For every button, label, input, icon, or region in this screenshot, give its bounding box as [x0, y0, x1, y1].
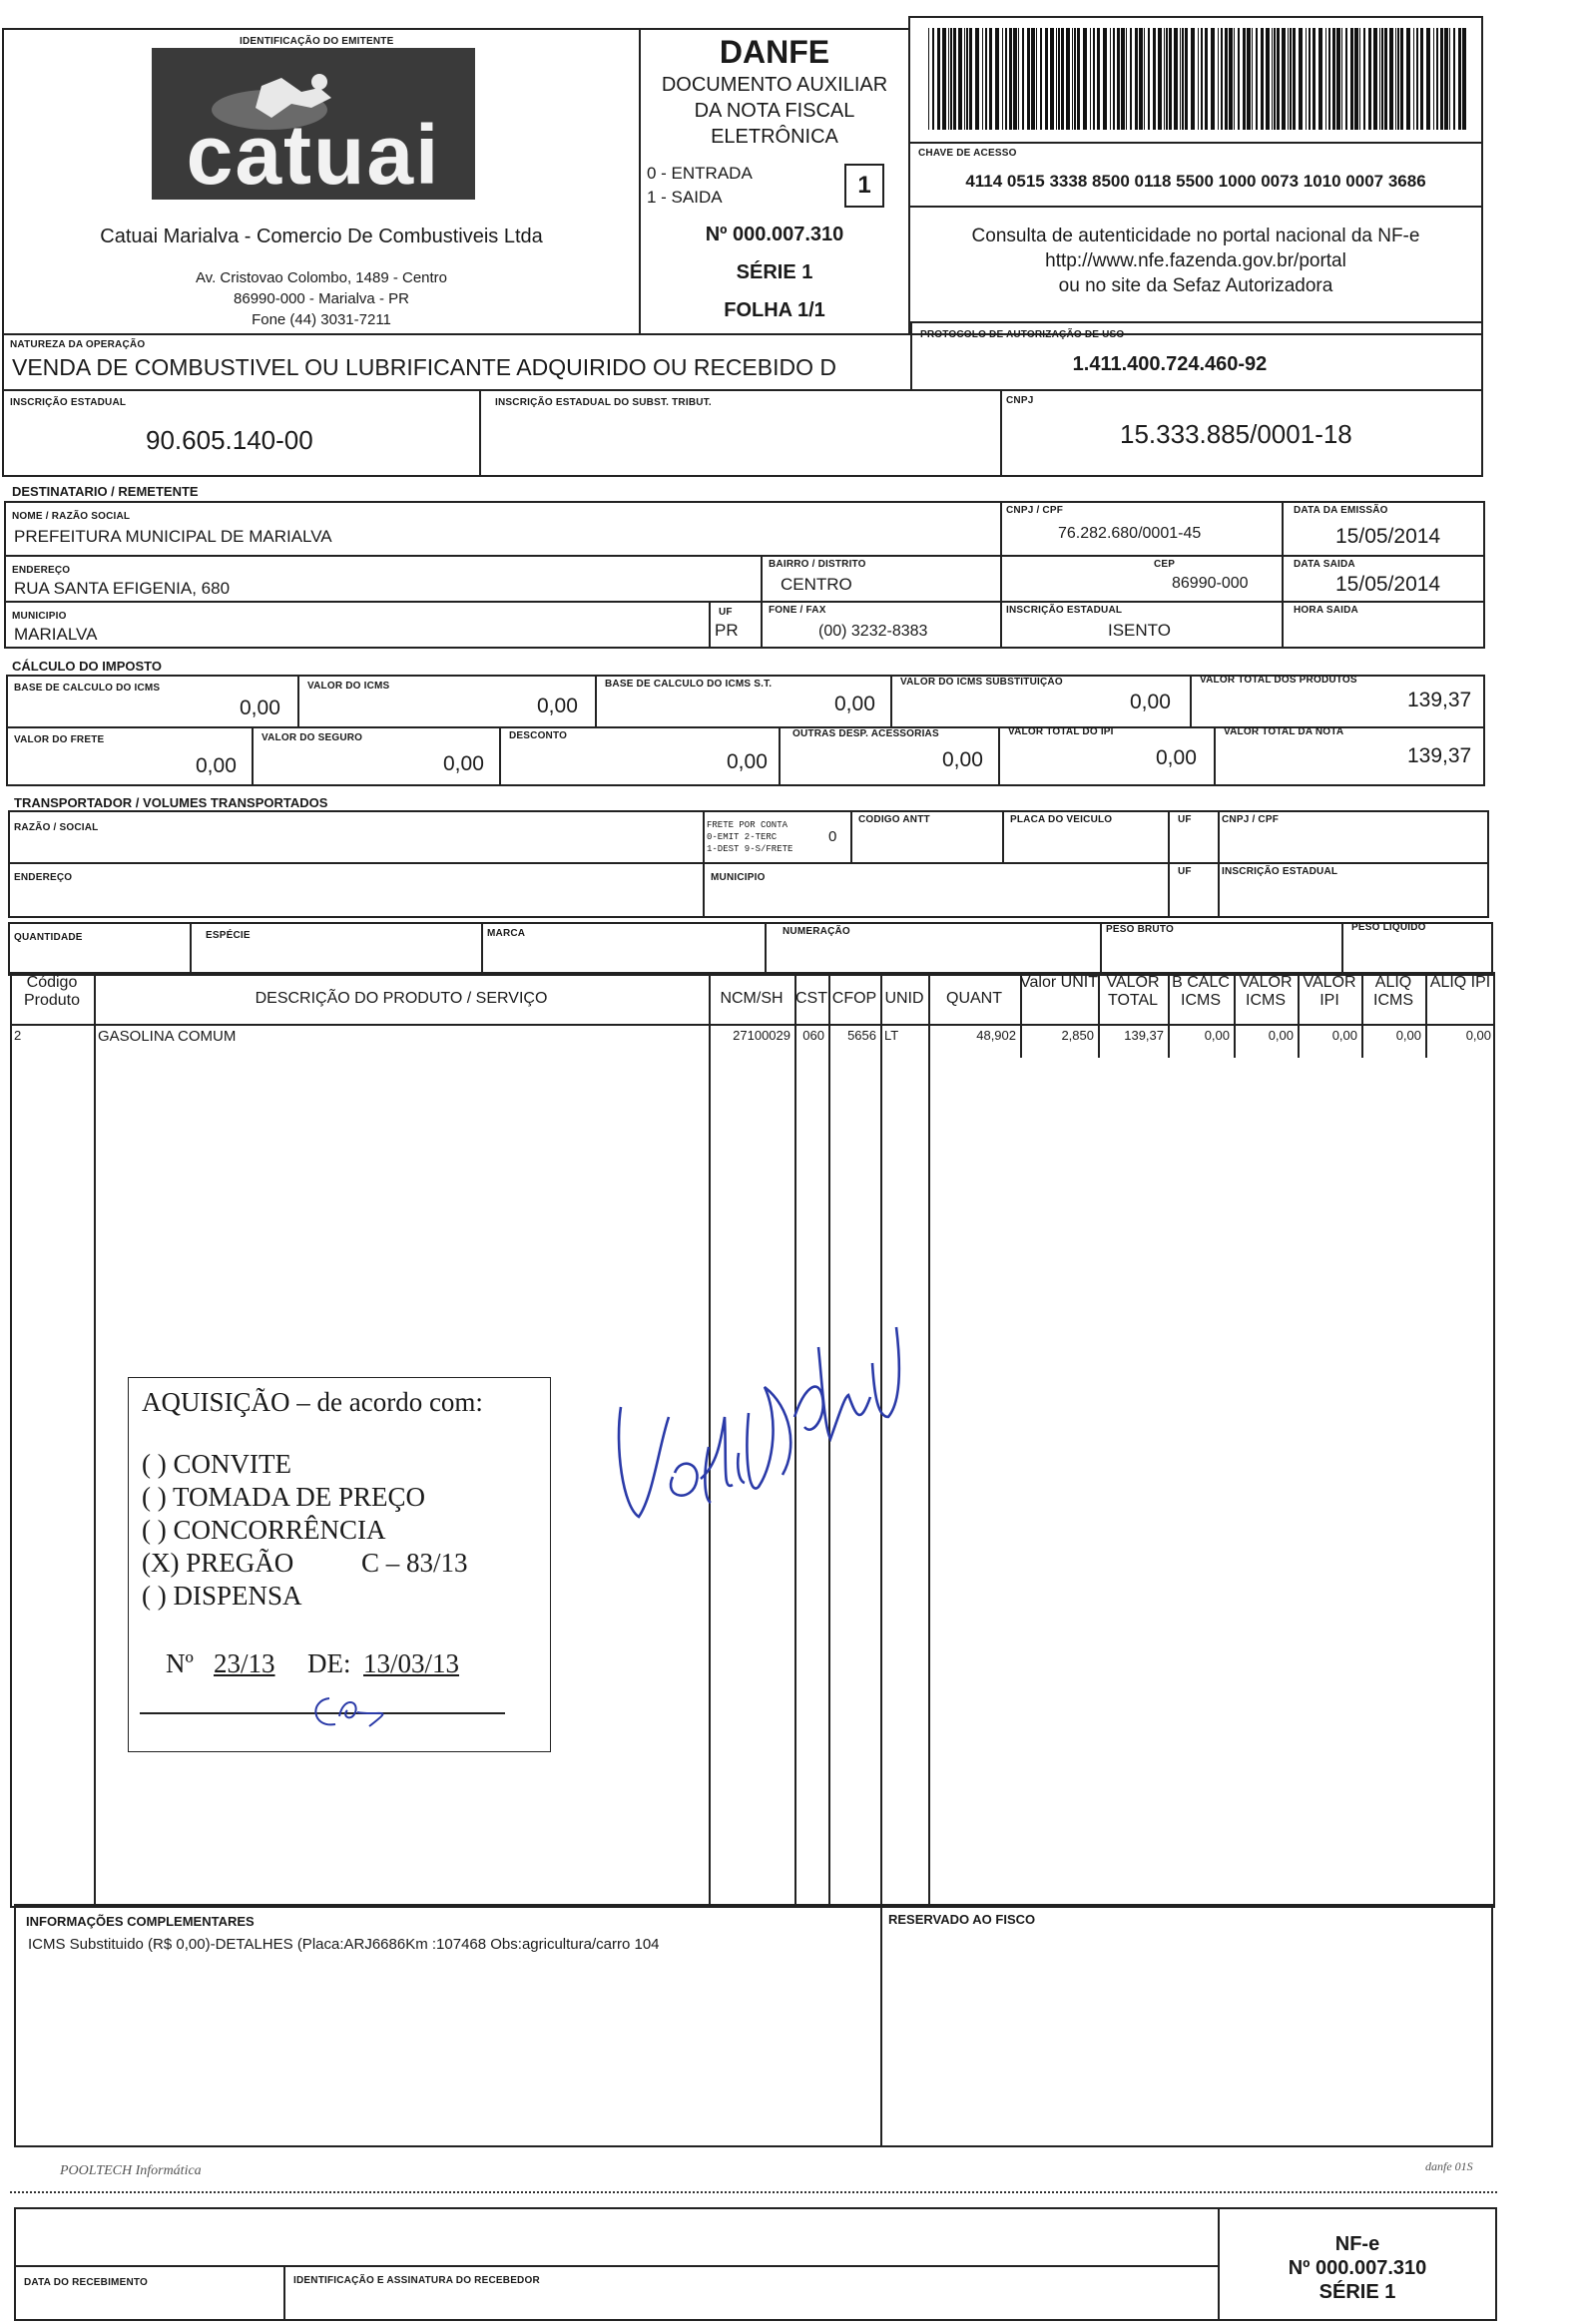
divider: [283, 2265, 285, 2321]
tipo-saida: 1 - SAIDA: [647, 188, 723, 207]
desconto: 0,00: [727, 750, 768, 773]
antt-label: CODIGO ANTT: [858, 814, 930, 825]
dest-nome: PREFEITURA MUNICIPAL DE MARIALVA: [14, 527, 332, 546]
divider: [1214, 726, 1216, 786]
divider: [1168, 810, 1170, 918]
ie-label: INSCRIÇÃO ESTADUAL: [10, 397, 127, 408]
consulta-1: Consulta de autenticidade no portal nacional da NF-e: [971, 226, 1420, 246]
dest-ie: ISENTO: [1108, 621, 1171, 640]
danfe-numero: Nº 000.007.310: [705, 224, 844, 245]
stamp-de: 13/03/13: [363, 1648, 460, 1678]
divider: [1002, 810, 1004, 862]
v-prod: 139,37: [1407, 689, 1472, 711]
stamp-dispensa: ( ) DISPENSA: [142, 1581, 302, 1611]
peso-liquido-label: PESO LIQUIDO: [1351, 922, 1426, 933]
dest-cep: 86990-000: [1172, 575, 1249, 592]
dest-emissao: 15/05/2014: [1335, 525, 1441, 548]
divider: [4, 555, 1485, 557]
consulta-2: http://www.nfe.fazenda.gov.br/portal: [1045, 250, 1346, 271]
product-cell: LT: [884, 1028, 899, 1043]
cut-line: [10, 2191, 1497, 2193]
stamp-num-label: Nº: [166, 1648, 194, 1678]
divider: [10, 1024, 1495, 1026]
column-header: VALOR TOTAL: [1106, 974, 1160, 1009]
column-divider: [94, 972, 96, 1908]
column-header: B CÁLC ICMS: [1172, 974, 1230, 1009]
product-cell: 2,850: [1061, 1028, 1094, 1043]
dest-nome-label: NOME / RAZÃO SOCIAL: [12, 511, 131, 522]
info-text: ICMS Substituido (R$ 0,00)-DETALHES (Placa:ARJ6686Km :107468 Obs:agricultura/carro 104: [28, 1936, 660, 1953]
divider: [1000, 501, 1002, 649]
dest-saida: 15/05/2014: [1335, 573, 1441, 596]
column-header: NCM/SH: [720, 990, 784, 1007]
divider: [14, 2265, 1220, 2267]
frete-conta-2: 0-EMIT 2-TERC: [707, 832, 778, 842]
column-header: VALOR ICMS: [1239, 974, 1293, 1009]
transp-endereco-label: ENDEREÇO: [14, 872, 73, 883]
stamp-pregao-num: C – 83/13: [361, 1548, 468, 1578]
column-header: UNID: [884, 990, 924, 1007]
divider: [297, 675, 299, 728]
consulta-3: ou no site da Sefaz Autorizadora: [1058, 275, 1333, 296]
chave-label: CHAVE DE ACESSO: [918, 148, 1017, 159]
dest-endereco-label: ENDEREÇO: [12, 565, 71, 576]
danfe-folha: FOLHA 1/1: [724, 299, 825, 321]
emitente-name: Catuai Marialva - Comercio De Combustiveis Ltda: [100, 226, 543, 247]
v-prod-label: VALOR TOTAL DOS PRODUTOS: [1200, 675, 1357, 686]
divider: [709, 601, 711, 649]
product-cell: 0,00: [1395, 1028, 1421, 1043]
fisco-box: [880, 1904, 1493, 2147]
protocolo-label: PROTOCOLO DE AUTORIZAÇÃO DE USO: [920, 329, 1125, 340]
v-st-label: VALOR DO ICMS SUBSTITUIÇÃO: [900, 677, 1063, 688]
cnpj-value: 15.333.885/0001-18: [1120, 419, 1352, 449]
divider: [252, 726, 254, 786]
column-header: VALOR IPI: [1303, 974, 1356, 1009]
marca-label: MARCA: [487, 928, 526, 939]
dest-endereco: RUA SANTA EFIGENIA, 680: [14, 579, 231, 598]
handwritten-signature: [599, 1267, 978, 1567]
product-cell: 27100029: [733, 1028, 790, 1043]
column-header: ALIQ ICMS: [1373, 974, 1413, 1009]
outras-label: OUTRAS DESP. ACESSORIAS: [792, 728, 939, 739]
dest-uf: PR: [715, 621, 739, 640]
transp-uf2-label: UF: [1178, 866, 1192, 877]
divider: [703, 810, 705, 918]
divider: [8, 862, 1489, 864]
divider: [481, 922, 483, 976]
emitente-address-3: Fone (44) 3031-7211: [252, 311, 391, 328]
transp-razao-label: RAZÃO / SOCIAL: [14, 822, 99, 833]
software-credit: POOLTECH Informática: [60, 2163, 202, 2178]
stamp-de-label: DE:: [307, 1648, 351, 1678]
form-code: danfe 01S: [1425, 2159, 1473, 2173]
product-cell: 5656: [847, 1028, 876, 1043]
stamp-pregao: (X) PREGÃO: [142, 1548, 294, 1578]
divider: [765, 922, 767, 976]
seguro-label: VALOR DO SEGURO: [262, 732, 363, 743]
qtd-label: QUANTIDADE: [14, 932, 83, 943]
divider: [998, 726, 1000, 786]
divider: [1282, 501, 1284, 649]
danfe-serie: SÉRIE 1: [736, 261, 813, 283]
numeracao-label: NUMERAÇÃO: [783, 926, 850, 937]
emitente-label: IDENTIFICAÇÃO DO EMITENTE: [240, 36, 394, 47]
product-cell: 0,00: [1268, 1028, 1294, 1043]
danfe-title: DANFE: [719, 34, 830, 70]
stamp-concorrencia: ( ) CONCORRÊNCIA: [142, 1515, 386, 1545]
dest-fone: (00) 3232-8383: [818, 623, 928, 640]
divider: [1190, 675, 1192, 728]
dest-cep-label: CEP: [1154, 559, 1176, 570]
dest-municipio: MARIALVA: [14, 625, 98, 644]
outras: 0,00: [942, 748, 983, 771]
frete-conta-value: 0: [828, 828, 837, 845]
transp-uf-label: UF: [1178, 814, 1192, 825]
product-cell: GASOLINA COMUM: [98, 1028, 237, 1045]
recebimento-label: DATA DO RECEBIMENTO: [24, 2277, 148, 2288]
placa-label: PLACA DO VEICULO: [1010, 814, 1113, 825]
tipo-value: 1: [844, 164, 884, 208]
column-header: Valor UNIT: [1020, 974, 1098, 991]
stamp-title: AQUISIÇÃO – de acordo com:: [142, 1387, 483, 1417]
divider: [779, 726, 781, 786]
protocolo-value: 1.411.400.724.460-92: [1072, 353, 1268, 375]
ie-st-label: INSCRIÇÃO ESTADUAL DO SUBST. TRIBUT.: [495, 397, 712, 408]
column-header: QUANT: [946, 990, 1002, 1007]
v-icms: 0,00: [537, 695, 578, 717]
column-header: CFOP: [831, 990, 877, 1007]
emitente-address-2: 86990-000 - Marialva - PR: [234, 290, 409, 307]
bc-icms: 0,00: [240, 697, 280, 719]
nota-label: VALOR TOTAL DA NOTA: [1224, 726, 1344, 737]
dest-cnpj: 76.282.680/0001-45: [1058, 525, 1202, 542]
dest-bairro: CENTRO: [781, 575, 852, 594]
ie-value: 90.605.140-00: [146, 425, 313, 455]
v-icms-label: VALOR DO ICMS: [307, 681, 390, 692]
ipi-label: VALOR TOTAL DO IPI: [1008, 726, 1114, 737]
natureza-label: NATUREZA DA OPERAÇÃO: [10, 339, 146, 350]
canhoto-nfe: NF-e: [1334, 2233, 1380, 2255]
divider: [850, 810, 852, 862]
bc-st-label: BASE DE CALCULO DO ICMS S.T.: [605, 679, 773, 690]
divider: [1100, 922, 1102, 976]
divider: [890, 675, 892, 728]
seguro: 0,00: [443, 752, 484, 775]
frete-conta-3: 1-DEST 9-S/FRETE: [707, 844, 793, 854]
emitente-address-1: Av. Cristovao Colombo, 1489 - Centro: [195, 269, 448, 286]
cnpj-label: CNPJ: [1006, 395, 1034, 406]
dest-cnpj-label: CNPJ / CPF: [1006, 505, 1064, 516]
info-label: INFORMAÇÕES COMPLEMENTARES: [26, 1914, 255, 1929]
column-header: CST: [795, 990, 827, 1007]
transportador-section: TRANSPORTADOR / VOLUMES TRANSPORTADOS: [14, 795, 328, 810]
initials-scribble: [299, 1686, 409, 1736]
bc-icms-label: BASE DE CALCULO DO ICMS: [14, 683, 161, 694]
divider: [908, 142, 1483, 144]
natureza-value: VENDA DE COMBUSTIVEL OU LUBRIFICANTE ADQUIRIDO OU RECEBIDO D: [12, 354, 837, 380]
canhoto-numero: Nº 000.007.310: [1288, 2257, 1427, 2279]
frete-label: VALOR DO FRETE: [14, 734, 105, 745]
transp-municipio-label: MUNICIPIO: [711, 872, 766, 883]
desconto-label: DESCONTO: [509, 730, 568, 741]
tipo-entrada: 0 - ENTRADA: [647, 164, 753, 183]
product-cell: 2: [14, 1028, 22, 1043]
danfe-subtitle-1: DOCUMENTO AUXILIAR: [661, 74, 888, 96]
product-cell: 0,00: [1465, 1028, 1491, 1043]
dest-emissao-label: DATA DA EMISSÃO: [1294, 505, 1388, 516]
column-header: DESCRIÇÃO DO PRODUTO / SERVIÇO: [255, 990, 548, 1007]
divider: [499, 726, 501, 786]
dest-fone-label: FONE / FAX: [769, 605, 826, 616]
bc-st: 0,00: [834, 693, 875, 715]
peso-bruto-label: PESO BRUTO: [1106, 924, 1174, 935]
chave-value: 4114 0515 3338 8500 0118 5500 1000 0073 1010 0007 3686: [965, 172, 1426, 191]
product-cell: 48,902: [976, 1028, 1016, 1043]
transp-cnpj-label: CNPJ / CPF: [1222, 814, 1280, 825]
canhoto-serie: SÉRIE 1: [1318, 2281, 1396, 2303]
frete: 0,00: [196, 754, 237, 777]
danfe-subtitle-2: DA NOTA FISCAL: [694, 100, 855, 122]
logo-wordmark: catuai: [186, 108, 441, 202]
nota: 139,37: [1407, 744, 1472, 767]
column-header: ALIQ IPI: [1429, 974, 1491, 991]
v-st: 0,00: [1130, 691, 1171, 713]
destinatario-box: [4, 501, 1485, 649]
divider: [1341, 922, 1343, 976]
divider: [190, 922, 192, 976]
product-cell: 0,00: [1204, 1028, 1230, 1043]
dest-hora-label: HORA SAIDA: [1294, 605, 1358, 616]
danfe-subtitle-3: ELETRÔNICA: [711, 126, 838, 148]
dest-saida-label: DATA SAIDA: [1294, 559, 1355, 570]
column-header: Código Produto: [23, 974, 81, 1009]
frete-conta-1: FRETE POR CONTA: [707, 820, 789, 830]
barcode: [928, 28, 1467, 130]
product-cell: 060: [802, 1028, 824, 1043]
dest-bairro-label: BAIRRO / DISTRITO: [769, 559, 866, 570]
transp-ie-label: INSCRIÇÃO ESTADUAL: [1222, 866, 1338, 877]
dest-uf-label: UF: [719, 607, 733, 618]
divider: [595, 675, 597, 728]
divider: [761, 555, 763, 649]
destinatario-section: DESTINATARIO / REMETENTE: [12, 484, 199, 499]
dest-municipio-label: MUNICIPIO: [12, 611, 67, 622]
divider: [4, 601, 1485, 603]
fisco-label: RESERVADO AO FISCO: [888, 1912, 1036, 1927]
assinatura-label: IDENTIFICAÇÃO E ASSINATURA DO RECEBEDOR: [293, 2275, 540, 2286]
stamp-tomada: ( ) TOMADA DE PREÇO: [142, 1482, 426, 1512]
imposto-section: CÁLCULO DO IMPOSTO: [12, 659, 162, 674]
product-cell: 0,00: [1331, 1028, 1357, 1043]
divider: [1218, 810, 1220, 918]
ipi: 0,00: [1156, 746, 1197, 769]
product-cell: 139,37: [1124, 1028, 1164, 1043]
stamp-num: 23/13: [214, 1648, 275, 1678]
especie-label: ESPÉCIE: [206, 930, 251, 941]
dest-ie-label: INSCRIÇÃO ESTADUAL: [1006, 605, 1123, 616]
divider: [908, 206, 1483, 208]
stamp-convite: ( ) CONVITE: [142, 1449, 291, 1479]
